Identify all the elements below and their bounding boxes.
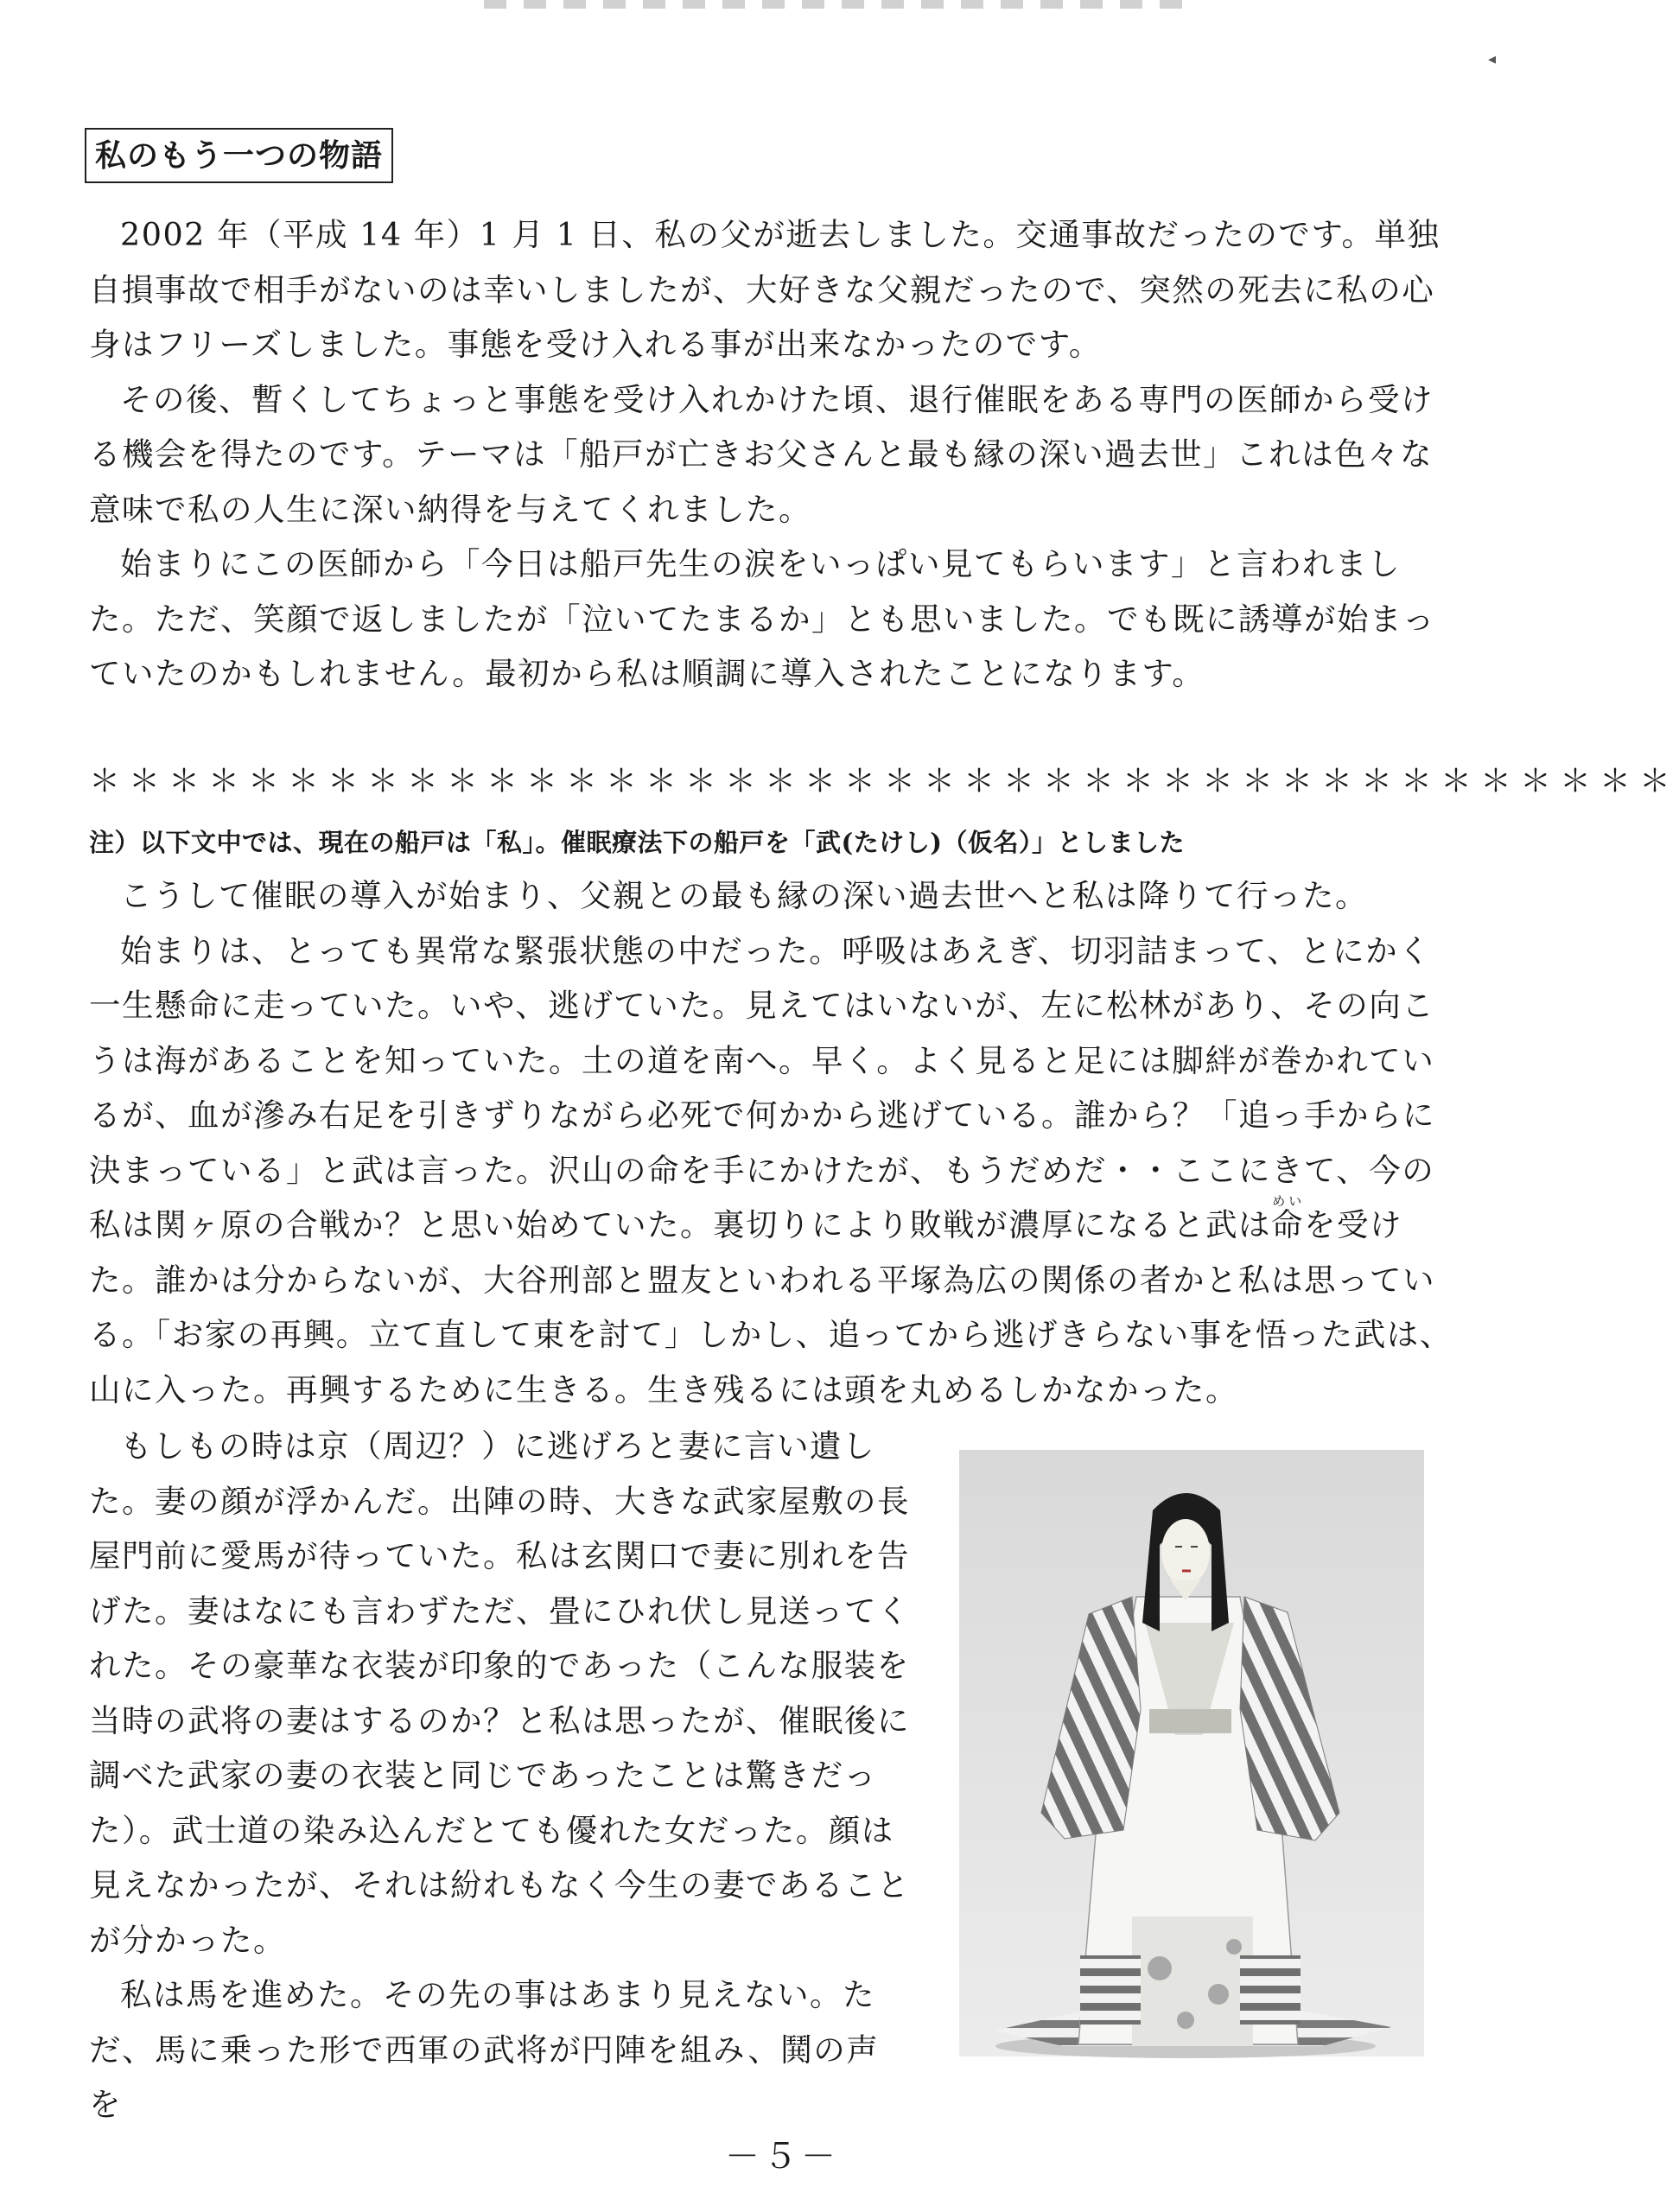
scan-edge-smudge: [484, 0, 1192, 9]
story-paragraph: もしもの時は京（周辺？）に逃げろと妻に言い遺した。妻の顔が浮かんだ。出陣の時、大きな武家屋敷の長屋門前に愛馬が待っていた。私は玄関口で妻に別れを告げた。妻はなにも言わずただ、畳にひれ伏し見送ってくれた。その豪華な衣装が印象的であった（こんな服装を当時の武将の妻はするのか？と私は思ったが、催眠後に調べた武家の妻の衣装と同じであったことは驚きだった）。武士道の染み込んだとても優れた女だった。顔は見えなかったが、それは紛れもなく今生の妻であることが分かった。: [89, 1427, 910, 1959]
story-paragraph: こうして催眠の導入が始まり、父親との最も縁の深い過去世へと私は降りて行った。: [120, 877, 1368, 914]
separator-line: ＊＊＊＊＊＊＊＊＊＊＊＊＊＊＊＊＊＊＊＊＊＊＊＊＊＊＊＊＊＊＊＊＊＊＊＊＊＊＊＊: [89, 764, 1679, 799]
scan-mark: ◂: [1488, 50, 1497, 68]
kimono-figure-illustration: [959, 1450, 1424, 2056]
story-wrap-section: [89, 1419, 910, 2133]
story-section: [89, 868, 1454, 1417]
ruby-reading: めい: [1271, 1193, 1304, 1209]
intro-paragraph: 2002 年（平成 14 年）1 月 1 日、私の父が逝去しました。交通事故だったのです。単独自損事故で相手がないのは幸いしましたが、大好きな父親だったので、突然の死去に私の心身はフリーズしました。事態を受け入れる事が出来なかったのです。: [89, 216, 1441, 363]
page-number: －５－: [725, 2137, 839, 2177]
ruby-annotated-char: 命めい: [1271, 1193, 1304, 1243]
note-text: 注）以下文中では、現在の船戸は「私」。催眠療法下の船戸を「武(たけし)（仮名）」としました: [89, 828, 1185, 857]
story-paragraph: 始まりは、とっても異常な緊張状態の中だった。呼吸はあえぎ、切羽詰まって、とにかく一生懸命に走っていた。いや、逃げていた。見えてはいないが、左に松林があり、その向こうは海があることを知っていた。土の道を南へ。早く。よく見ると足には脚絆が巻かれているが、血が滲み右足を引きずりながら必死で何かから逃げている。誰から？「追っ手からに決まっている」と武は言った。沢山の命を手にかけたが、もうだめだ・・ここにきて、今の私は関ヶ原の合戦か？と思い始めていた。裏切りにより敗戦が濃厚になると武は命めいを受けた。誰かは分からないが、大谷刑部と盟友といわれる平塚為広の関係の者かと私は思っている。「お家の再興。立て直して東を討て」しかし、追ってから逃げきらない事を悟った武は、山に入った。再興するために生きる。生き残るには頭を丸めるしかなかった。: [89, 931, 1453, 1408]
intro-paragraph: その後、暫くしてちょっと事態を受け入れかけた頃、退行催眠をある専門の医師から受ける機会を得たのです。テーマは「船戸が亡きお父さんと最も縁の深い過去世」これは色々な意味で私の人生に深い納得を与えてくれました。: [89, 380, 1434, 528]
intro-paragraph: 始まりにこの医師から「今日は船戸先生の涙をいっぱい見てもらいます」と言われました。ただ、笑顔で返しましたが「泣いてたまるか」とも思いました。でも既に誘導が始まっていたのかもしれません。最初から私は順調に導入されたことになります。: [89, 545, 1435, 692]
kimono-doll-photo: [959, 1450, 1424, 2056]
section-title: 私のもう一つの物語: [85, 128, 393, 183]
story-paragraph: 私は馬を進めた。その先の事はあまり見えない。ただ、馬に乗った形で西軍の武将が円陣を組み、鬨の声を: [89, 1976, 880, 2123]
intro-section: [89, 207, 1454, 702]
